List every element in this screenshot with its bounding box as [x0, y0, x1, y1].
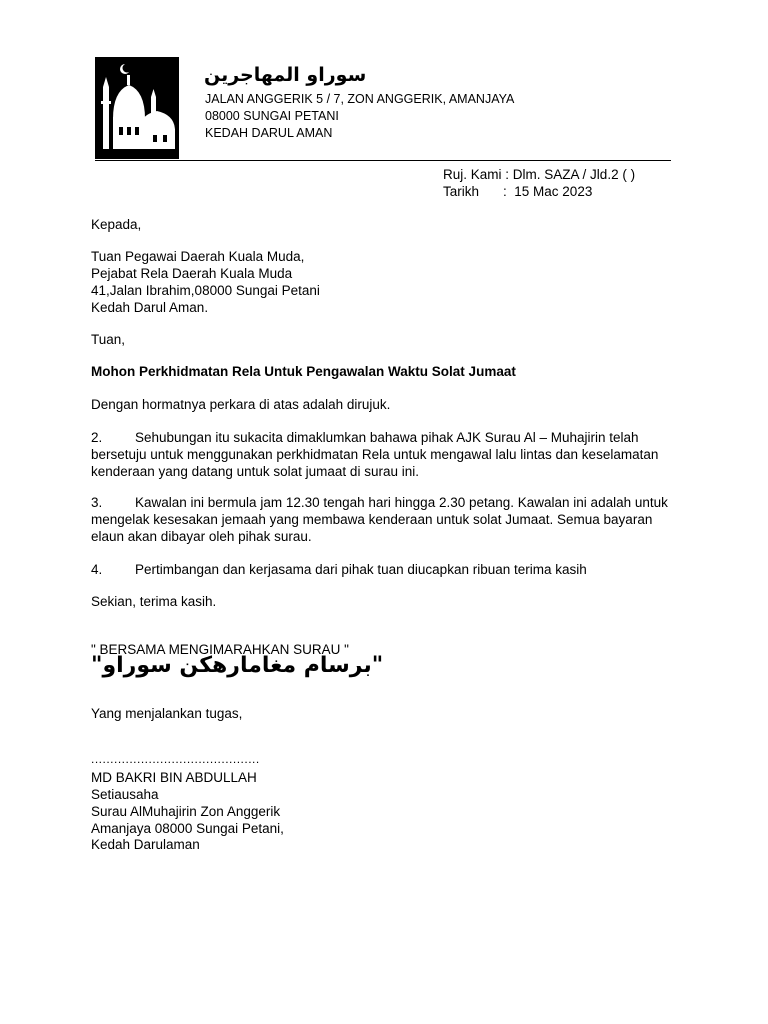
- slogan-arabic: "برسام مغامارهكن سوراو": [91, 653, 384, 678]
- paragraph-4-number: 4.: [91, 562, 103, 577]
- paragraph-3-text: Kawalan ini bermula jam 12.30 tengah hari hingga 2.30 petang. Kawalan ini adalah untuk mengelak kesesakan jemaah yang membawa kenderaan untuk solat Jumaat. Semua bayaran elaun akan dibayar oleh pihak surau.: [91, 495, 668, 544]
- signatory-address-1: Amanjaya 08000 Sungai Petani,: [91, 821, 284, 836]
- paragraph-3-number: 3.: [91, 495, 103, 510]
- reference-date: [443, 184, 592, 199]
- signatory-organization: Surau AlMuhajirin Zon Anggerik: [91, 804, 281, 819]
- recipient-line-3: 41,Jalan Ibrahim,08000 Sungai Petani: [91, 283, 320, 298]
- reference-number: [443, 167, 635, 182]
- greeting: Tuan,: [91, 332, 126, 347]
- paragraph-3: [91, 494, 673, 545]
- paragraph-2-text: Sehubungan itu sukacita dimaklumkan bahawa pihak AJK Surau Al – Muhajirin telah bersetuju untuk menggunakan perkhidmatan Rela untuk mengawal lalu lintas dan keselamatan kenderaan yang datang untuk solat jumaat di surau ini.: [91, 430, 659, 479]
- paragraph-4-text: Pertimbangan dan kerjasama dari pihak tuan diucapkan ribuan terima kasih: [135, 562, 587, 577]
- recipient-line-1: Tuan Pegawai Daerah Kuala Muda,: [91, 249, 305, 264]
- recipient-salutation: Kepada,: [91, 217, 142, 232]
- reference-value: Dlm. SAZA / Jld.2 ( ): [512, 167, 636, 182]
- letterhead-address-line-1: JALAN ANGGERIK 5 / 7, ZON ANGGERIK, AMANJAYA: [205, 92, 515, 106]
- recipient-line-4: Kedah Darul Aman.: [91, 300, 209, 315]
- sign-off: Yang menjalankan tugas,: [91, 706, 243, 721]
- recipient-line-2: Pejabat Rela Daerah Kuala Muda: [91, 266, 293, 281]
- intro-paragraph: Dengan hormatnya perkara di atas adalah dirujuk.: [91, 397, 391, 412]
- paragraph-4: [91, 561, 673, 578]
- signature-line: ............................................: [91, 752, 260, 766]
- paragraph-2-number: 2.: [91, 430, 103, 445]
- header-divider: [95, 160, 671, 161]
- date-separator: :: [503, 184, 507, 199]
- date-value: 15 Mac 2023: [514, 184, 593, 199]
- closing: Sekian, terima kasih.: [91, 594, 217, 609]
- slogan: " BERSAMA MENGIMARAHKAN SURAU ": [91, 642, 349, 657]
- letterhead-arabic-name: سوراو المهاجرين: [204, 64, 367, 86]
- date-label: Tarikh: [443, 184, 480, 199]
- mosque-logo: [95, 57, 179, 159]
- letterhead-address-line-3: KEDAH DARUL AMAN: [205, 126, 333, 140]
- reference-label: Ruj. Kami :: [443, 167, 510, 182]
- signatory-address-2: Kedah Darulaman: [91, 837, 200, 852]
- mosque-icon: [95, 57, 179, 159]
- letter-subject: Mohon Perkhidmatan Rela Untuk Pengawalan Waktu Solat Jumaat: [91, 364, 516, 379]
- paragraph-2: [91, 429, 673, 480]
- signatory-title: Setiausaha: [91, 787, 159, 802]
- signatory-name: MD BAKRI BIN ABDULLAH: [91, 770, 257, 785]
- letterhead-address-line-2: 08000 SUNGAI PETANI: [205, 109, 339, 123]
